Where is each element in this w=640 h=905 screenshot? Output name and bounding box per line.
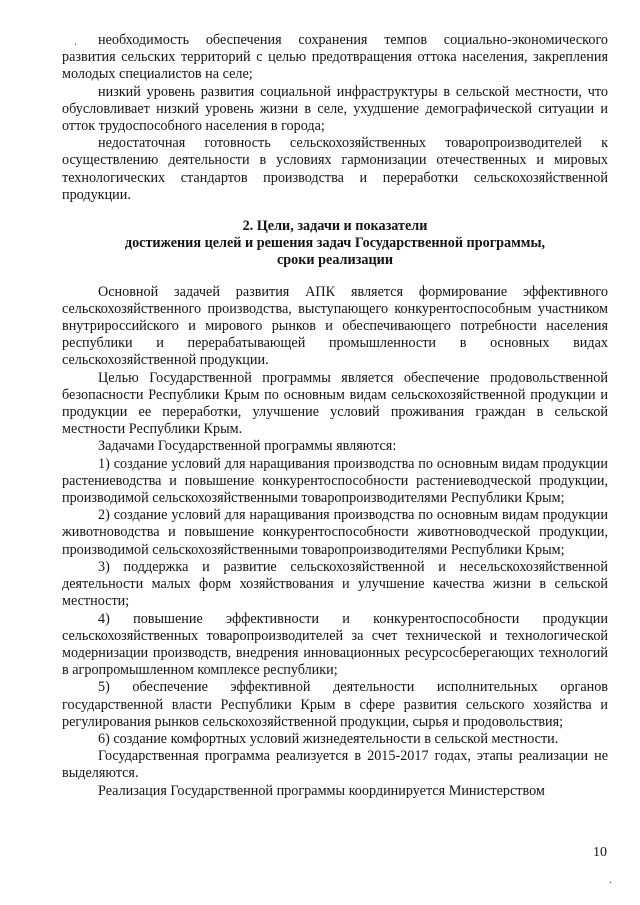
task-item: 1) создание условий для наращивания производства по основным видам продукции растениеводства и повышение конкурентоспособности растениеводческой продукции, производимой сельскохозяйственными товаропроизводителями Республики Крым; (62, 455, 608, 507)
task-item: 3) поддержка и развитие сельскохозяйственной и несельскохозяйственной деятельности малых форм хозяйствования и улучшение качества жизни в сельской местности; (62, 558, 608, 610)
section-heading-line: достижения целей и решения задач Государственной программы, (124, 235, 546, 252)
task-item: 6) создание комфортных условий жизнедеятельности в сельской местности. (98, 730, 559, 747)
body-paragraph: Основной задачей развития АПК является формирование эффективного сельскохозяйственного производства, выступающего конкурентоспособным участником внутрироссийского и мирового рынков и обеспечивающего потребности населения республики и перерабатывающей промышленности в основных видах сельскохозяйственной продукции. (62, 283, 608, 369)
task-item: 2) создание условий для наращивания производства по основным видам продукции животноводства и повышение конкурентоспособности животноводческой продукции, производимой сельскохозяйственными товаропроизводителями Республики Крым; (62, 507, 608, 558)
body-paragraph: Задачами Государственной программы являются: (98, 438, 397, 455)
section-heading (62, 218, 608, 270)
body-paragraph: Целью Государственной программы является обеспечение продовольственной безопасности Республики Крым по основным видам сельскохозяйственной продукции и продукции ее переработки, улучшение условий проживания граждан в сельской местности Республики Крым. (62, 369, 608, 438)
closing-paragraph: Государственная программа реализуется в 2015-2017 годах, этапы реализации не выделяются. (62, 748, 608, 782)
scan-mark: · (74, 40, 78, 51)
section-heading-line: сроки реализации (276, 252, 394, 269)
task-item: 5) обеспечение эффективной деятельности исполнительных органов государственной власти Республики Крым в сфере развития сельского хозяйства и регулирования рынков сельскохозяйственной продукции, сырья и продовольствия; (62, 679, 608, 730)
intro-paragraph: низкий уровень развития социальной инфраструктуры в сельской местности, что обусловливает низкий уровень жизни в селе, ухудшение демографической ситуации и отток трудоспособного населения в города; (62, 83, 608, 135)
page-number: 10 (593, 845, 607, 860)
closing-paragraph: Реализация Государственной программы координируется Министерством (98, 782, 545, 799)
scan-mark: · (609, 878, 613, 889)
document-page (62, 32, 608, 800)
section-heading-line: 2. Цели, задачи и показатели (242, 218, 428, 235)
intro-paragraph: необходимость обеспечения сохранения темпов социально-экономического развития сельских территорий с целью предотвращения оттока населения, закрепления молодых специалистов на селе; (62, 32, 608, 83)
task-item: 4) повышение эффективности и конкурентоспособности продукции сельскохозяйственных товаропроизводителей за счет технической и технологической модернизации производств, внедрения инновационных ресурсосберегающих технологий в агропромышленном комплексе республики; (62, 610, 608, 679)
intro-paragraph: недостаточная готовность сельскохозяйственных товаропроизводителей к осуществлению деятельности в условиях гармонизации отечественных и мировых технологических стандартов производства и переработки сельскохозяйственной продукции. (62, 135, 608, 203)
